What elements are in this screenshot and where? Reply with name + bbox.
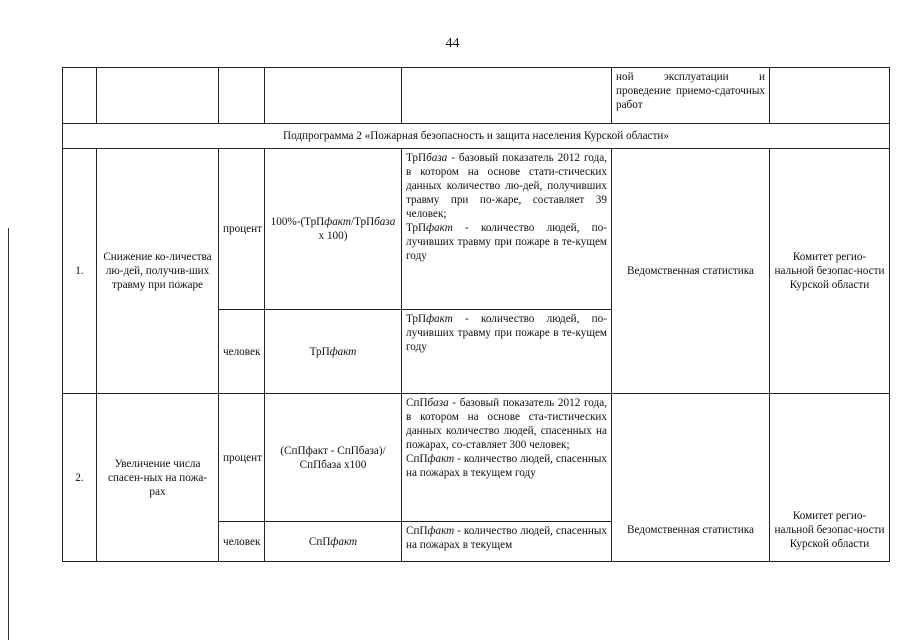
cell-empty <box>265 68 402 124</box>
formula: 100%-(ТрПфакт/ТрПбаза x 100) <box>265 149 402 310</box>
cell-empty <box>219 68 265 124</box>
section-row <box>63 124 890 149</box>
cell-empty <box>770 68 890 124</box>
cell-empty <box>63 68 97 124</box>
indicators-table <box>62 67 890 562</box>
formula-description: ТрПфакт - количество людей, по-лучивших травму при пожаре в те-кущем году <box>402 310 612 394</box>
unit: процент <box>219 394 265 522</box>
indicator-name: Снижение ко-личества лю-дей, получив-ших травму при пожаре <box>97 149 219 394</box>
unit: человек <box>219 310 265 394</box>
row-number: 1. <box>63 149 97 394</box>
formula-description: ТрПбаза - базовый показатель 2012 года, в котором на основе стати-стических данных количество лю-дей, получивших травму при по-жаре, составляет 39 человек; ТрПфакт - количество людей, по-лучивших травму при пожаре в те-кущем году <box>402 149 612 310</box>
scan-edge-line <box>8 228 9 640</box>
indicator-row <box>63 394 890 522</box>
formula: (СпПфакт - СпПбаза)/ СпПбаза x100 <box>265 394 402 522</box>
data-source: Ведомственная статистика <box>612 149 770 394</box>
continuation-row <box>63 68 890 124</box>
cell-empty <box>97 68 219 124</box>
formula-description: СпПфакт - количество людей, спасенных на пожарах в текущем <box>402 522 612 562</box>
page-number: 44 <box>445 36 460 51</box>
section-title: Подпрограмма 2 «Пожарная безопасность и защита населения Курской области» <box>63 124 890 149</box>
row-number: 2. <box>63 394 97 562</box>
responsible-body: Комитет регио-нальной безопас-ности Курской области <box>770 394 890 562</box>
unit: человек <box>219 522 265 562</box>
indicator-row <box>63 149 890 310</box>
cell-empty <box>402 68 612 124</box>
continuation-text: ной эксплуатации и проведение приемо-сдаточных работ <box>612 68 770 124</box>
data-source: Ведомственная статистика <box>612 394 770 562</box>
formula: СпПфакт <box>265 522 402 562</box>
responsible-body: Комитет регио-нальной безопас-ности Курской области <box>770 149 890 394</box>
formula-description: СпПбаза - базовый показатель 2012 года, в котором на основе ста-тистических данных количество людей, спасенных на пожарах, со-ставляет 300 человек; СпПфакт - количество людей, спасенных на пожарах в текущем году <box>402 394 612 522</box>
indicator-name: Увеличение числа спасен-ных на пожа-рах <box>97 394 219 562</box>
unit: процент <box>219 149 265 310</box>
formula: ТрПфакт <box>265 310 402 394</box>
